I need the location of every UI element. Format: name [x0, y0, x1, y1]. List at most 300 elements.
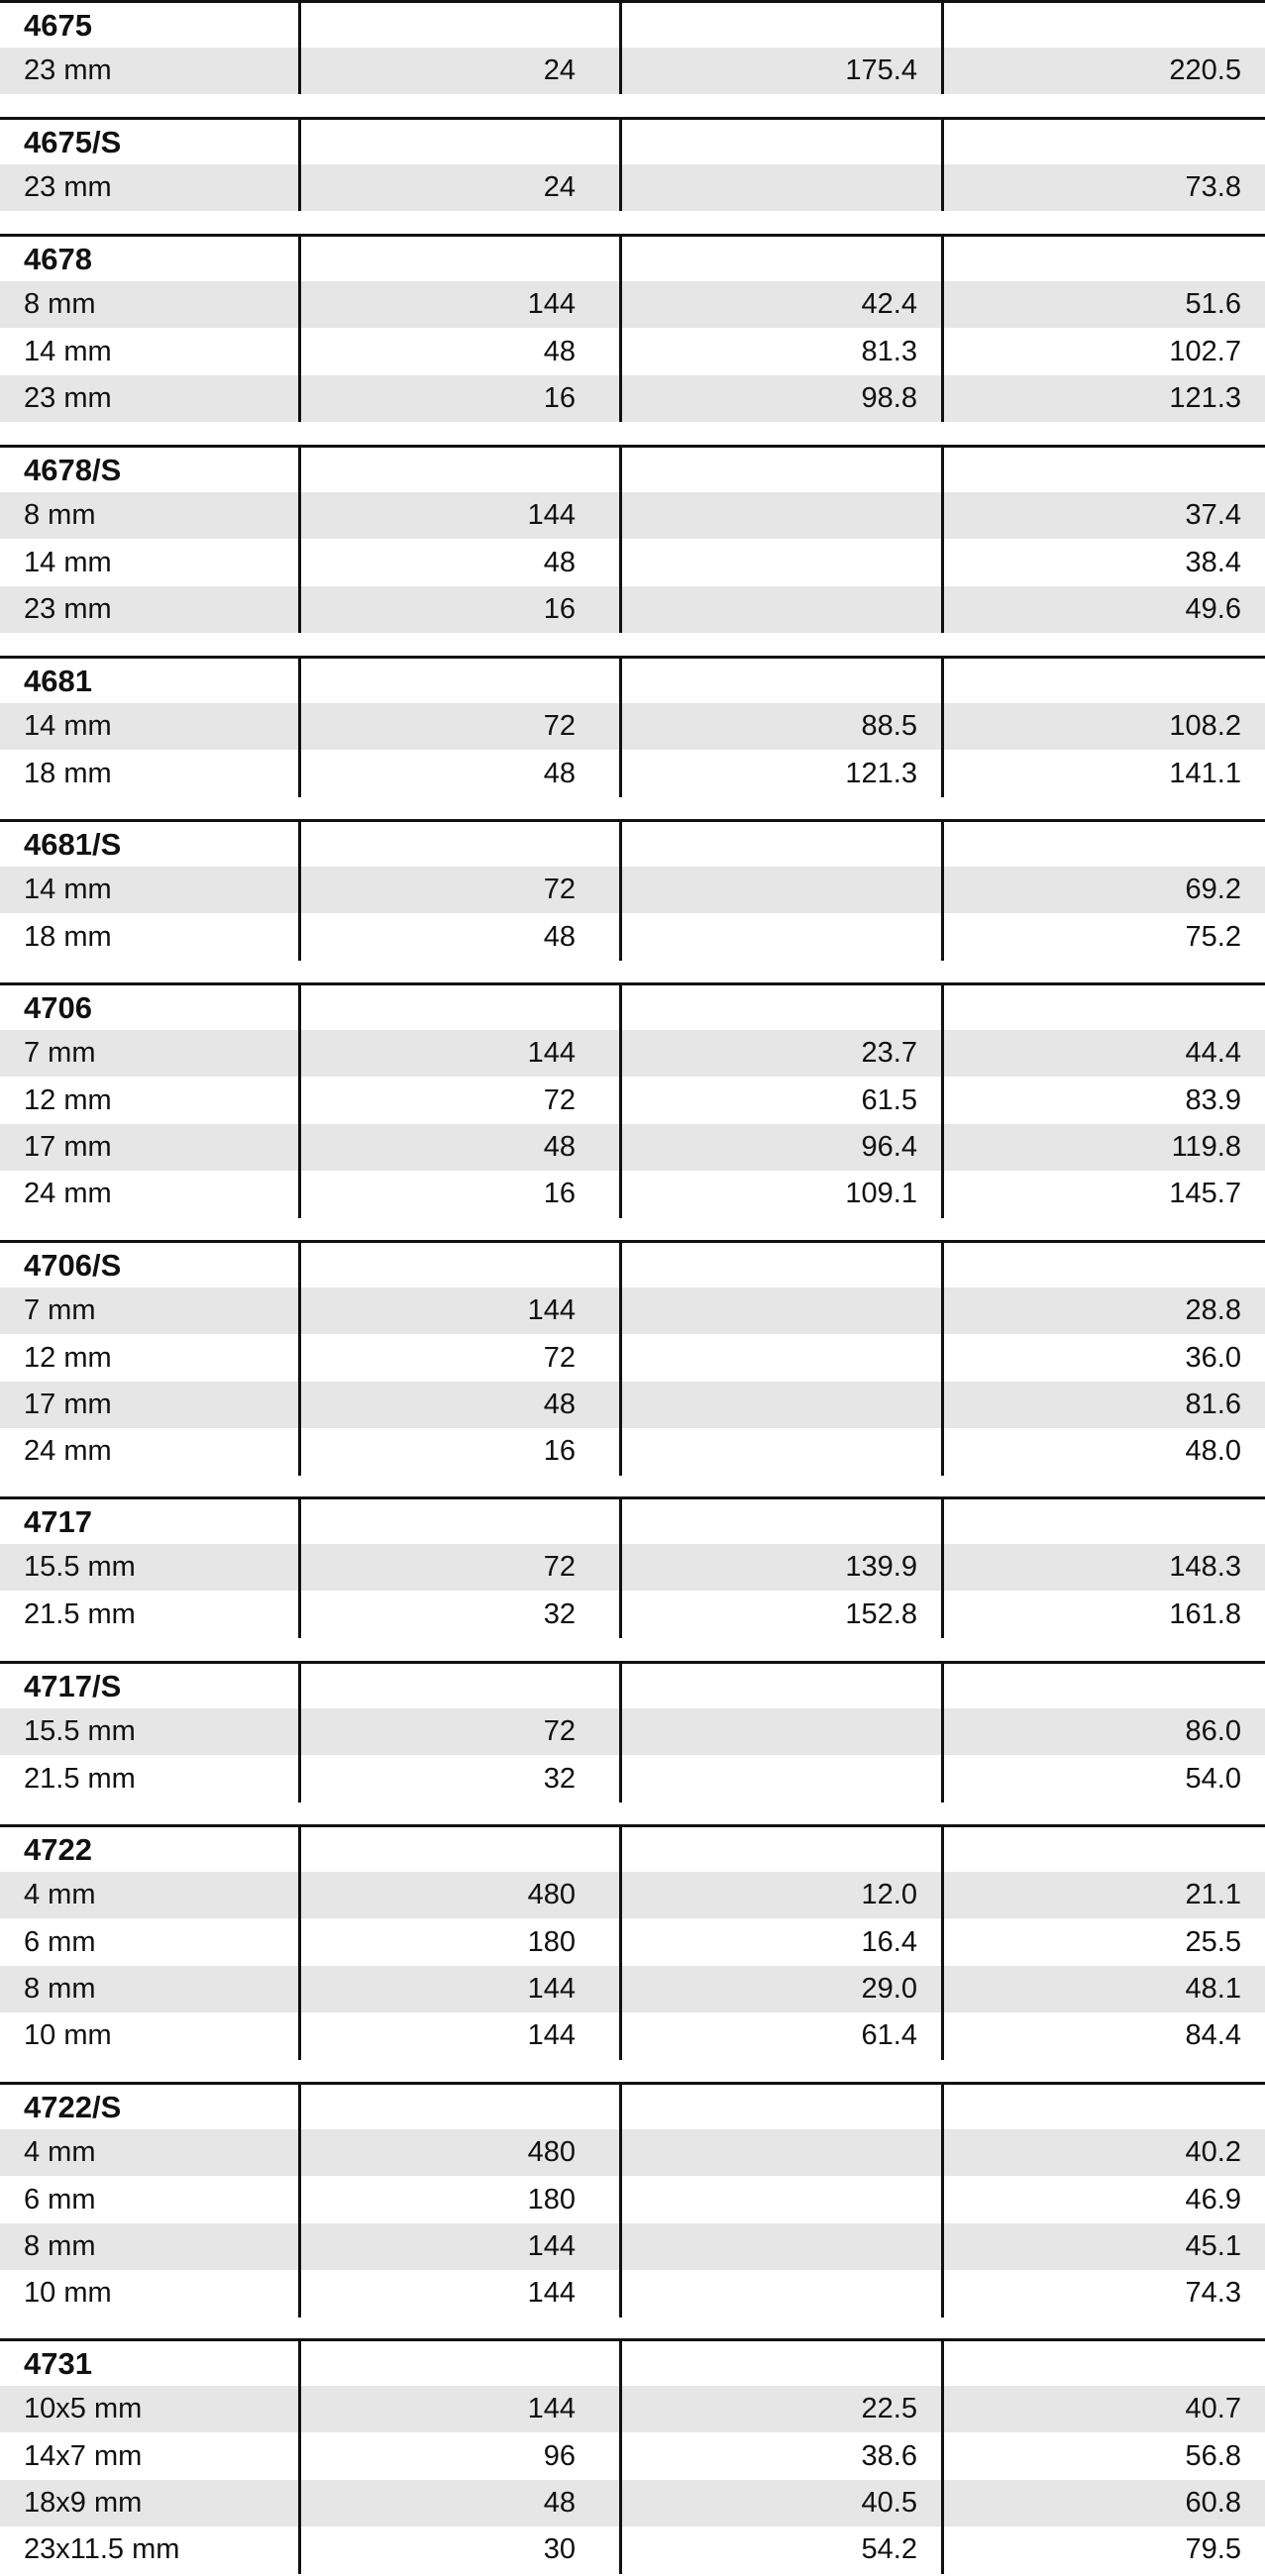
size-cell: 4 mm [24, 2136, 96, 2169]
top-rule [944, 1824, 1265, 1827]
price-cell [622, 1755, 941, 1802]
price-cell [622, 2129, 941, 2176]
quantity-cell: 48 [543, 757, 576, 789]
price-cell: 61.5 [861, 1083, 917, 1116]
group-header [0, 117, 1265, 164]
group-header [0, 819, 1265, 867]
table-row [0, 492, 1265, 539]
column-divider [619, 2082, 622, 2318]
table-row [0, 164, 1265, 211]
table-row [0, 328, 1265, 374]
top-rule [301, 1496, 619, 1499]
top-rule [622, 0, 941, 3]
quantity-cell: 72 [543, 1083, 576, 1116]
price-cell: 98.8 [861, 381, 917, 414]
top-rule [944, 2338, 1265, 2341]
price-cell: 21.1 [1185, 1879, 1241, 1911]
price-cell: 54.0 [1185, 1762, 1241, 1795]
column-divider [298, 445, 301, 633]
table-row [0, 913, 1265, 960]
price-cell [622, 539, 941, 585]
table-row [0, 1288, 1265, 1334]
price-cell: 152.8 [845, 1597, 917, 1630]
product-code: 4706 [24, 990, 92, 1025]
price-cell: 86.0 [1185, 1715, 1241, 1748]
quantity-cell: 16 [543, 1435, 576, 1468]
table-row [0, 1544, 1265, 1591]
top-rule [301, 234, 619, 237]
table-row [0, 867, 1265, 913]
group-header [0, 445, 1265, 492]
top-rule [944, 819, 1265, 822]
top-rule [301, 2338, 619, 2341]
table-row [0, 2176, 1265, 2222]
table-row [0, 2223, 1265, 2270]
table-row [0, 539, 1265, 585]
price-cell: 40.7 [1185, 2393, 1241, 2425]
table-row [0, 2526, 1265, 2573]
product-code: 4681 [24, 664, 92, 698]
size-cell: 17 mm [24, 1388, 112, 1420]
column-divider [941, 2338, 944, 2574]
column-divider [619, 1240, 622, 1476]
price-cell: 48.1 [1185, 1972, 1241, 2005]
quantity-cell: 72 [543, 1341, 576, 1374]
size-cell: 21.5 mm [24, 1597, 136, 1630]
price-cell: 22.5 [861, 2393, 917, 2425]
top-rule [301, 982, 619, 985]
group-header [0, 1240, 1265, 1288]
product-group [0, 1824, 1265, 2060]
column-divider [298, 656, 301, 797]
price-cell: 54.2 [861, 2533, 917, 2566]
product-group [0, 234, 1265, 422]
price-cell: 25.5 [1185, 1925, 1241, 1958]
column-divider [941, 0, 944, 94]
column-divider [941, 982, 944, 1218]
size-cell: 15.5 mm [24, 1551, 136, 1584]
table-row [0, 586, 1265, 633]
column-divider [298, 117, 301, 211]
top-rule [0, 445, 298, 448]
column-divider [298, 982, 301, 1218]
price-cell: 73.8 [1185, 171, 1241, 204]
top-rule [0, 2082, 298, 2085]
group-header [0, 2082, 1265, 2129]
quantity-cell: 32 [543, 1762, 576, 1795]
quantity-cell: 180 [527, 2183, 576, 2215]
price-cell [622, 2223, 941, 2270]
price-cell: 45.1 [1185, 2229, 1241, 2262]
group-header [0, 1496, 1265, 1544]
table-row [0, 1171, 1265, 1217]
price-cell: 83.9 [1185, 1083, 1241, 1116]
price-cell: 74.3 [1185, 2277, 1241, 2310]
size-cell: 21.5 mm [24, 1762, 136, 1795]
top-rule [301, 1661, 619, 1664]
product-code: 4731 [24, 2346, 92, 2381]
top-rule [0, 0, 298, 3]
quantity-cell: 144 [527, 2277, 576, 2310]
product-group [0, 982, 1265, 1218]
price-cell [622, 492, 941, 539]
price-cell: 40.2 [1185, 2136, 1241, 2169]
column-divider [941, 234, 944, 422]
quantity-cell: 48 [543, 1130, 576, 1163]
quantity-cell: 24 [543, 54, 576, 87]
top-rule [622, 819, 941, 822]
product-code: 4722 [24, 1832, 92, 1867]
size-cell: 17 mm [24, 1130, 112, 1163]
table-row [0, 1334, 1265, 1381]
column-divider [619, 0, 622, 94]
price-cell: 109.1 [845, 1178, 917, 1210]
column-divider [298, 0, 301, 94]
table-row [0, 281, 1265, 328]
table-row [0, 1382, 1265, 1428]
top-rule [301, 819, 619, 822]
price-cell: 79.5 [1185, 2533, 1241, 2566]
column-divider [298, 1824, 301, 2060]
size-cell: 7 mm [24, 1037, 96, 1070]
price-cell: 81.6 [1185, 1388, 1241, 1420]
column-divider [619, 1824, 622, 2060]
size-cell: 10 mm [24, 2019, 112, 2052]
table-row [0, 1124, 1265, 1171]
top-rule [944, 1496, 1265, 1499]
quantity-cell: 48 [543, 546, 576, 578]
table-row [0, 1872, 1265, 1918]
table-row [0, 750, 1265, 796]
product-group [0, 117, 1265, 211]
top-rule [301, 1240, 619, 1243]
price-cell [622, 164, 941, 211]
product-code: 4675 [24, 8, 92, 43]
column-divider [619, 117, 622, 211]
price-cell: 61.4 [861, 2019, 917, 2052]
price-cell: 148.3 [1169, 1551, 1241, 1584]
quantity-cell: 96 [543, 2439, 576, 2472]
product-group [0, 445, 1265, 633]
table-row [0, 1918, 1265, 1965]
product-code: 4678/S [24, 453, 122, 487]
top-rule [622, 1661, 941, 1664]
top-rule [622, 2082, 941, 2085]
column-divider [941, 656, 944, 797]
price-cell: 16.4 [861, 1925, 917, 1958]
price-cell: 44.4 [1185, 1037, 1241, 1070]
top-rule [301, 2082, 619, 2085]
top-rule [0, 1824, 298, 1827]
product-code: 4717/S [24, 1669, 122, 1703]
table-row [0, 1755, 1265, 1802]
price-cell: 42.4 [861, 288, 917, 321]
column-divider [619, 982, 622, 1218]
product-code: 4717 [24, 1504, 92, 1539]
quantity-cell: 30 [543, 2533, 576, 2566]
product-group [0, 2082, 1265, 2318]
quantity-cell: 144 [527, 2393, 576, 2425]
price-cell [622, 1708, 941, 1755]
column-divider [619, 819, 622, 961]
product-group [0, 0, 1265, 94]
size-cell: 23 mm [24, 171, 112, 204]
column-divider [619, 2338, 622, 2574]
size-cell: 4 mm [24, 1879, 96, 1911]
table-row [0, 2129, 1265, 2176]
quantity-cell: 48 [543, 2486, 576, 2519]
quantity-cell: 180 [527, 1925, 576, 1958]
size-cell: 6 mm [24, 1925, 96, 1958]
price-cell [622, 867, 941, 913]
price-cell: 48.0 [1185, 1435, 1241, 1468]
price-cell: 108.2 [1169, 710, 1241, 743]
top-rule [0, 1661, 298, 1664]
top-rule [622, 1496, 941, 1499]
top-rule [0, 1496, 298, 1499]
product-code: 4681/S [24, 827, 122, 862]
price-cell [622, 586, 941, 633]
group-header [0, 1661, 1265, 1708]
product-group [0, 1240, 1265, 1476]
price-cell: 46.9 [1185, 2183, 1241, 2215]
group-header [0, 982, 1265, 1030]
top-rule [301, 117, 619, 120]
size-cell: 14 mm [24, 874, 112, 906]
quantity-cell: 24 [543, 171, 576, 204]
column-divider [298, 2082, 301, 2318]
price-cell: 121.3 [1169, 381, 1241, 414]
product-code: 4678 [24, 242, 92, 276]
table-row [0, 48, 1265, 94]
price-cell: 37.4 [1185, 499, 1241, 532]
size-cell: 18 mm [24, 757, 112, 789]
price-cell: 81.3 [861, 335, 917, 367]
price-cell: 88.5 [861, 710, 917, 743]
quantity-cell: 144 [527, 499, 576, 532]
column-divider [298, 234, 301, 422]
top-rule [0, 234, 298, 237]
product-group [0, 1661, 1265, 1803]
column-divider [619, 445, 622, 633]
table-row [0, 375, 1265, 422]
size-cell: 23x11.5 mm [24, 2533, 180, 2566]
price-cell: 102.7 [1169, 335, 1241, 367]
column-divider [941, 117, 944, 211]
top-rule [944, 117, 1265, 120]
price-cell: 161.8 [1169, 1597, 1241, 1630]
table-row [0, 2386, 1265, 2432]
quantity-cell: 72 [543, 1715, 576, 1748]
column-divider [941, 1824, 944, 2060]
size-cell: 23 mm [24, 54, 112, 87]
table-row [0, 1708, 1265, 1755]
size-cell: 6 mm [24, 2183, 96, 2215]
price-cell: 96.4 [861, 1130, 917, 1163]
size-cell: 14 mm [24, 335, 112, 367]
size-cell: 14 mm [24, 546, 112, 578]
column-divider [619, 656, 622, 797]
product-code: 4722/S [24, 2090, 122, 2124]
top-rule [0, 819, 298, 822]
column-divider [941, 2082, 944, 2318]
top-rule [622, 1824, 941, 1827]
column-divider [619, 1496, 622, 1638]
column-divider [941, 1496, 944, 1638]
size-cell: 8 mm [24, 2229, 96, 2262]
top-rule [622, 234, 941, 237]
top-rule [622, 2338, 941, 2341]
price-cell [622, 913, 941, 960]
table-row [0, 2012, 1265, 2059]
table-row [0, 2432, 1265, 2479]
quantity-cell: 144 [527, 2019, 576, 2052]
column-divider [298, 819, 301, 961]
price-cell: 40.5 [861, 2486, 917, 2519]
price-cell: 60.8 [1185, 2486, 1241, 2519]
size-cell: 14 mm [24, 710, 112, 743]
size-cell: 24 mm [24, 1435, 112, 1468]
table-row [0, 1966, 1265, 2012]
quantity-cell: 480 [527, 1879, 576, 1911]
price-cell: 75.2 [1185, 920, 1241, 953]
size-cell: 12 mm [24, 1341, 112, 1374]
quantity-cell: 16 [543, 381, 576, 414]
price-cell: 23.7 [861, 1037, 917, 1070]
price-cell: 139.9 [845, 1551, 917, 1584]
price-cell: 12.0 [861, 1879, 917, 1911]
quantity-cell: 144 [527, 288, 576, 321]
size-cell: 8 mm [24, 1972, 96, 2005]
price-cell: 145.7 [1169, 1178, 1241, 1210]
price-cell: 49.6 [1185, 592, 1241, 625]
size-cell: 10 mm [24, 2277, 112, 2310]
price-cell: 119.8 [1171, 1130, 1241, 1163]
column-divider [298, 1661, 301, 1803]
size-cell: 15.5 mm [24, 1715, 136, 1748]
group-header [0, 234, 1265, 281]
price-cell: 38.4 [1185, 546, 1241, 578]
price-cell: 141.1 [1169, 757, 1241, 789]
size-cell: 8 mm [24, 288, 96, 321]
top-rule [0, 117, 298, 120]
table-row [0, 2480, 1265, 2526]
top-rule [944, 1661, 1265, 1664]
top-rule [944, 234, 1265, 237]
price-cell [622, 2176, 941, 2222]
group-header [0, 0, 1265, 48]
price-cell: 56.8 [1185, 2439, 1241, 2472]
quantity-cell: 144 [527, 1972, 576, 2005]
product-code: 4706/S [24, 1248, 122, 1283]
product-group [0, 656, 1265, 797]
quantity-cell: 32 [543, 1597, 576, 1630]
quantity-cell: 144 [527, 1037, 576, 1070]
group-header [0, 2338, 1265, 2386]
price-cell [622, 1428, 941, 1475]
top-rule [944, 0, 1265, 3]
price-cell [622, 1382, 941, 1428]
top-rule [622, 117, 941, 120]
table-row [0, 1428, 1265, 1475]
price-cell [622, 1288, 941, 1334]
price-cell: 69.2 [1185, 874, 1241, 906]
size-cell: 18x9 mm [24, 2486, 143, 2519]
product-group [0, 1496, 1265, 1638]
top-rule [944, 982, 1265, 985]
column-divider [298, 2338, 301, 2574]
column-divider [298, 1496, 301, 1638]
column-divider [619, 1661, 622, 1803]
top-rule [0, 2338, 298, 2341]
size-cell: 10x5 mm [24, 2393, 143, 2425]
table-row [0, 1077, 1265, 1123]
size-cell: 24 mm [24, 1178, 112, 1210]
size-cell: 18 mm [24, 920, 112, 953]
product-group [0, 819, 1265, 961]
size-cell: 8 mm [24, 499, 96, 532]
column-divider [941, 1240, 944, 1476]
size-cell: 7 mm [24, 1294, 96, 1327]
table-row [0, 2270, 1265, 2317]
group-header [0, 1824, 1265, 1872]
column-divider [941, 1661, 944, 1803]
product-group [0, 2338, 1265, 2574]
top-rule [944, 1240, 1265, 1243]
quantity-cell: 48 [543, 1388, 576, 1420]
column-divider [941, 819, 944, 961]
top-rule [301, 445, 619, 448]
table-row [0, 1591, 1265, 1637]
price-cell: 38.6 [861, 2439, 917, 2472]
top-rule [944, 2082, 1265, 2085]
quantity-cell: 48 [543, 920, 576, 953]
quantity-cell: 144 [527, 1294, 576, 1327]
size-cell: 12 mm [24, 1083, 112, 1116]
top-rule [622, 1240, 941, 1243]
column-divider [619, 234, 622, 422]
price-cell: 84.4 [1185, 2019, 1241, 2052]
top-rule [622, 445, 941, 448]
price-cell [622, 2270, 941, 2317]
top-rule [0, 656, 298, 659]
quantity-cell: 16 [543, 592, 576, 625]
price-cell: 28.8 [1185, 1294, 1241, 1327]
table-row [0, 703, 1265, 750]
column-divider [941, 445, 944, 633]
top-rule [301, 0, 619, 3]
price-cell [622, 1334, 941, 1381]
quantity-cell: 16 [543, 1178, 576, 1210]
size-cell: 23 mm [24, 592, 112, 625]
quantity-cell: 72 [543, 1551, 576, 1584]
price-cell: 36.0 [1185, 1341, 1241, 1374]
size-cell: 23 mm [24, 381, 112, 414]
top-rule [944, 656, 1265, 659]
price-cell: 220.5 [1169, 54, 1241, 87]
price-cell: 121.3 [845, 757, 917, 789]
quantity-cell: 72 [543, 710, 576, 743]
price-cell: 175.4 [845, 54, 917, 87]
top-rule [0, 982, 298, 985]
top-rule [301, 656, 619, 659]
top-rule [301, 1824, 619, 1827]
group-header [0, 656, 1265, 703]
top-rule [944, 445, 1265, 448]
quantity-cell: 72 [543, 874, 576, 906]
price-cell: 29.0 [861, 1972, 917, 2005]
top-rule [622, 982, 941, 985]
